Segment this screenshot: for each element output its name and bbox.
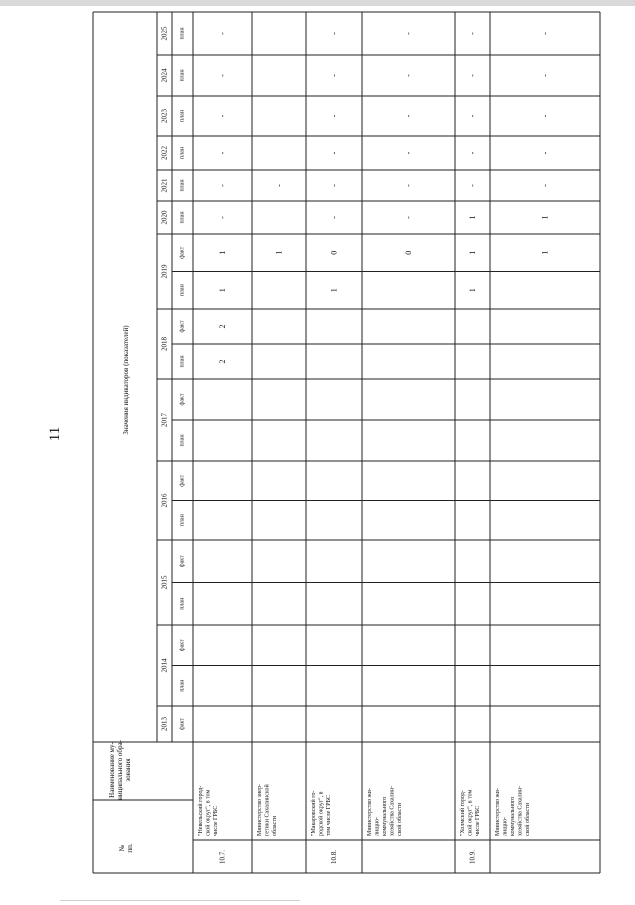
plan-label: план	[179, 434, 186, 447]
scan-rule-bottom	[60, 900, 300, 901]
municipality-name: "Макаровский го-	[311, 790, 317, 836]
plan-label: план	[179, 284, 186, 297]
year-label: 2018	[160, 337, 169, 351]
cell-value: 1	[274, 250, 284, 255]
cell-value: 1	[540, 250, 550, 255]
municipality-name: хозяйства Сахалин-	[517, 785, 524, 836]
cell-value: 1	[218, 250, 227, 255]
year-label: 2017	[160, 413, 169, 427]
fact-label: факт	[179, 320, 186, 333]
cell-value: -	[218, 184, 227, 187]
cell-value: -	[274, 184, 284, 187]
year-label: 2013	[160, 717, 169, 731]
municipality-name: Министерство энер-	[257, 784, 263, 836]
municipality-name: гетики Сахалинской	[264, 784, 271, 836]
municipality-name: числе ГРБС	[475, 805, 481, 836]
cell-value: -	[404, 216, 413, 219]
municipality-header: Наименование му-	[108, 742, 116, 798]
cell-value: -	[218, 216, 227, 219]
plan-label: план	[179, 27, 186, 40]
cell-value: -	[404, 32, 413, 35]
cell-value: -	[218, 114, 227, 118]
plan-label: план	[179, 146, 186, 160]
cell-value: -	[329, 114, 339, 118]
cell-value: 2	[218, 324, 227, 329]
municipality-name: ской округ", в том	[205, 789, 212, 836]
plan-label: план	[179, 179, 186, 192]
municipality-name: лищно-	[502, 816, 509, 836]
municipality-name: "Невельский город-	[198, 785, 204, 836]
municipality-name: лищно-	[374, 816, 381, 836]
municipality-name: Министерство жи-	[367, 788, 373, 836]
plan-label: план	[179, 69, 186, 82]
cell-value: -	[404, 74, 413, 77]
municipality-name: родской округ", в	[318, 791, 325, 836]
plan-label: план	[179, 514, 186, 527]
year-label: 2014	[160, 658, 169, 673]
plan-label: план	[179, 597, 186, 610]
number-header: №	[118, 844, 126, 852]
year-label: 2024	[160, 68, 169, 83]
fact-label: факт	[179, 474, 186, 487]
row-number: 10.9.	[468, 850, 477, 864]
cell-value: -	[404, 114, 413, 118]
cell-value: -	[540, 32, 550, 35]
cell-value: 1	[468, 288, 477, 293]
year-label: 2016	[160, 493, 169, 508]
municipality-name: Министерство жи-	[495, 788, 501, 836]
cell-value: -	[540, 151, 550, 155]
municipality-name: "Холмский город-	[460, 790, 466, 836]
plan-label: план	[179, 679, 186, 692]
row-number: 10.7.	[218, 850, 227, 864]
municipality-name: ской округ", в том	[467, 789, 474, 836]
cell-value: -	[218, 74, 227, 77]
municipality-name: коммунального	[382, 796, 388, 836]
year-label: 2022	[160, 146, 169, 160]
cell-value: 2	[218, 359, 227, 364]
cell-value: -	[404, 151, 413, 155]
year-label: 2021	[160, 178, 169, 193]
cell-value: -	[540, 114, 550, 118]
municipality-name: коммунального	[510, 796, 516, 836]
fact-label: факт	[179, 555, 186, 568]
municipality-name: числе ГРБС	[213, 805, 219, 836]
year-label: 2019	[160, 264, 169, 279]
cell-value: 1	[329, 288, 339, 293]
cell-value: -	[468, 114, 477, 118]
cell-value: -	[540, 74, 550, 77]
cell-value: -	[404, 184, 413, 187]
cell-value: -	[329, 74, 339, 77]
cell-value: -	[468, 151, 477, 155]
cell-value: -	[329, 184, 339, 187]
year-label: 2023	[160, 109, 169, 123]
cell-value: -	[218, 32, 227, 35]
number-header: пп.	[126, 843, 134, 853]
fact-label: факт	[179, 246, 186, 259]
cell-value: -	[329, 32, 339, 35]
year-label: 2020	[160, 210, 169, 225]
municipality-name: ской области	[397, 802, 403, 836]
cell-value: -	[468, 74, 477, 77]
cell-value: 1	[468, 215, 477, 220]
cell-value: -	[218, 151, 227, 155]
plan-label: план	[179, 355, 186, 368]
cell-value: -	[540, 184, 550, 187]
cell-value: -	[329, 151, 339, 155]
municipality-name: хозяйства Сахалин-	[389, 785, 396, 836]
municipality-name: области	[272, 815, 278, 836]
year-label: 2015	[160, 575, 169, 590]
cell-value: -	[468, 32, 477, 35]
year-label: 2025	[160, 26, 169, 41]
municipality-name: ской области	[525, 802, 531, 836]
cell-value: 1	[540, 215, 550, 220]
cell-value: -	[468, 184, 477, 187]
cell-value: 1	[468, 250, 477, 255]
fact-label: факт	[179, 717, 186, 731]
cell-value: 0	[329, 250, 339, 255]
plan-label: план	[179, 211, 186, 224]
fact-label: факт	[179, 393, 186, 406]
municipality-header: ниципального обра-	[116, 740, 124, 800]
plan-label: план	[179, 109, 186, 123]
fact-label: факт	[179, 639, 186, 652]
cell-value: 0	[404, 250, 413, 255]
cell-value: 1	[218, 288, 227, 293]
row-number: 10.8.	[330, 850, 338, 864]
cell-value: -	[329, 216, 339, 219]
page-number: 11	[47, 426, 63, 442]
municipality-name: том числе ГРБС	[326, 795, 332, 836]
indicators-header: Значения индикаторов (показателей)	[122, 325, 130, 435]
municipality-header: зования	[124, 758, 132, 782]
